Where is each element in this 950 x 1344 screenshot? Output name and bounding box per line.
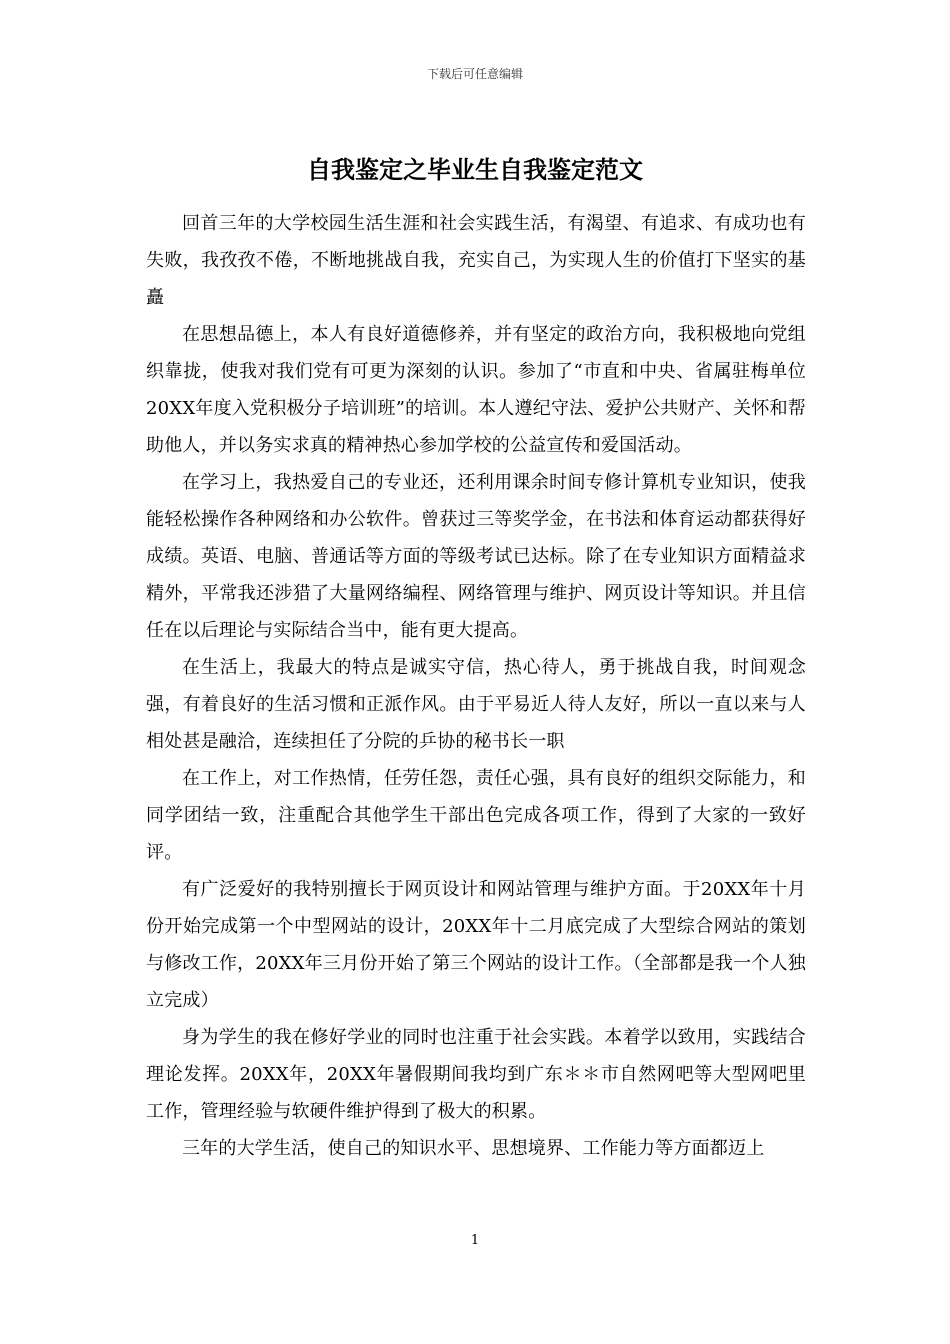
document-title: 自我鉴定之毕业生自我鉴定范文 [307,156,643,184]
paragraph-work: 在工作上，对工作热情，任劳任怨，责任心强，具有良好的组织交际能力，和同学团结一致，注重配合其他学生干部出色完成各项工作，得到了大家的一致好评。 [146,768,806,863]
paragraph-summary: 三年的大学生活，使自己的知识水平、思想境界、工作能力等方面都迈上 [182,1138,765,1159]
paragraph-life: 在生活上，我最大的特点是诚实守信，热心待人，勇于挑战自我，时间观念强，有着良好的生活习惯和正派作风。由于平易近人待人友好，所以一直以来与人相处甚是融洽，连续担任了分院的乒协的秘书长一职 [146,657,806,752]
header-note: 下载后可任意编辑 [426,67,523,81]
paragraph-hobbies: 有广泛爱好的我特别擅长于网页设计和网站管理与维护方面。于20XX年十月份开始完成第一个中型网站的设计，20XX年十二月底完成了大型综合网站的策划与修改工作，20XX年三月份开始了第三个网站的设计工作。（全部都是我一个人独立完成） [146,879,806,1011]
paragraph-study: 在学习上，我热爱自己的专业还，还利用课余时间专修计算机专业知识，使我能轻松操作各种网络和办公软件。曾获过三等奖学金，在书法和体育运动都获得好成绩。英语、电脑、普通话等方面的等级考试已达标。除了在专业知识方面精益求精外，平常我还涉猎了大量网络编程、网络管理与维护、网页设计等知识。并且信任在以后理论与实际结合当中，能有更大提高。 [146,472,806,641]
paragraph-intro: 回首三年的大学校园生活生涯和社会实践生活，有渴望、有追求、有成功也有失败，我孜孜不倦，不断地挑战自我，充实自己，为实现人生的价值打下坚实的基矗 [146,213,806,308]
paragraph-practice: 身为学生的我在修好学业的同时也注重于社会实践。本着学以致用，实践结合理论发挥。20XX年，20XX年暑假期间我均到广东＊＊市自然网吧等大型网吧里工作，管理经验与软硬件维护得到了极大的积累。 [146,1027,806,1122]
document-body [146,205,806,1167]
paragraph-ideology: 在思想品德上，本人有良好道德修养，并有坚定的政治方向，我积极地向党组织靠拢，使我对我们党有可更为深刻的认识。参加了“市直和中央、省属驻梅单位20XX年度入党积极分子培训班”的培训。本人遵纪守法、爱护公共财产、关怀和帮助他人，并以务实求真的精神热心参加学校的公益宣传和爱国活动。 [146,324,806,456]
page-number: 1 [470,1233,480,1248]
